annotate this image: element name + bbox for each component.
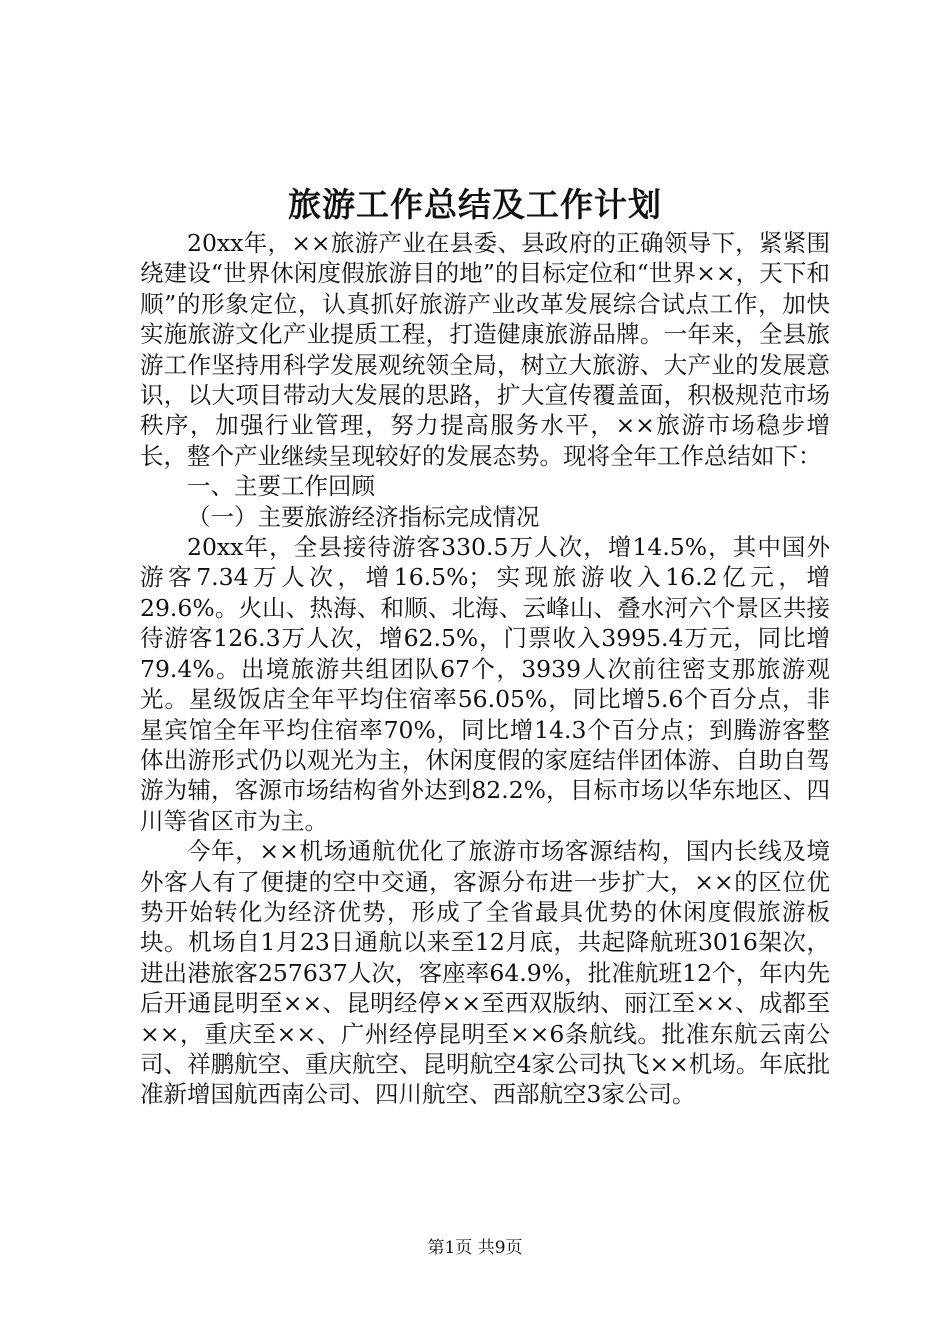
- intro-paragraph: 20xx年，××旅游产业在县委、县政府的正确领导下，紧紧围绕建设“世界休闲度假旅游目的地”的目标定位和“世界××，天下和顺”的形象定位，认真抓好旅游产业改革发展综合试点工作，加快实施旅游文化产业提质工程，打造健康旅游品牌。一年来，全县旅游工作坚持用科学发展观统领全局，树立大旅游、大产业的发展意识，以大项目带动大发展的思路，扩大宣传覆盖面，积极规范市场秩序，加强行业管理，努力提高服务水平，××旅游市场稳步增长，整个产业继续呈现较好的发展态势。现将全年工作总结如下：: [140, 229, 830, 470]
- subsection-heading: （一）主要旅游经济指标完成情况: [187, 502, 540, 531]
- document-title: 旅游工作总结及工作计划: [288, 185, 662, 224]
- airport-paragraph: 今年，××机场通航优化了旅游市场客源结构，国内长线及境外客人有了便捷的空中交通，客源分布进一步扩大，××的区位优势开始转化为经济优势，形成了全省最具优势的休闲度假旅游板块。机场自1月23日通航以来至12月底，共起降航班3016架次，进出港旅客257637人次，客座率64.9%，批准航班12个，年内先后开通昆明至××、昆明经停××至西双版纳、丽江至××、成都至××，重庆至××、广州经停昆明至××6条航线。批准东航云南公司、祥鹏航空、重庆航空、昆明航空4家公司执飞××机场。年底批准新增国航西南公司、四川航空、西部航空3家公司。: [140, 837, 830, 1109]
- section-heading: 一、主要工作回顾: [187, 472, 375, 501]
- page-footer: 第1页 共9页: [427, 1238, 523, 1258]
- document-body: [140, 228, 830, 1110]
- statistics-paragraph: 20xx年，全县接待游客330.5万人次，增14.5%，其中国外游客7.34万人次，增16.5%；实现旅游收入16.2亿元，增29.6%。火山、热海、和顺、北海、云峰山、叠水河六个景区共接待游客126.3万人次，增62.5%，门票收入3995.4万元，同比增79.4%。出境旅游共组团队67个，3939人次前往密支那旅游观光。星级饭店全年平均住宿率56.05%，同比增5.6个百分点，非星宾馆全年平均住宿率70%，同比增14.3个百分点；到腾游客整体出游形式仍以观光为主，休闲度假的家庭结伴团体游、自助自驾游为辅，客源市场结构省外达到82.2%，目标市场以华东地区、四川等省区市为主。: [140, 533, 830, 835]
